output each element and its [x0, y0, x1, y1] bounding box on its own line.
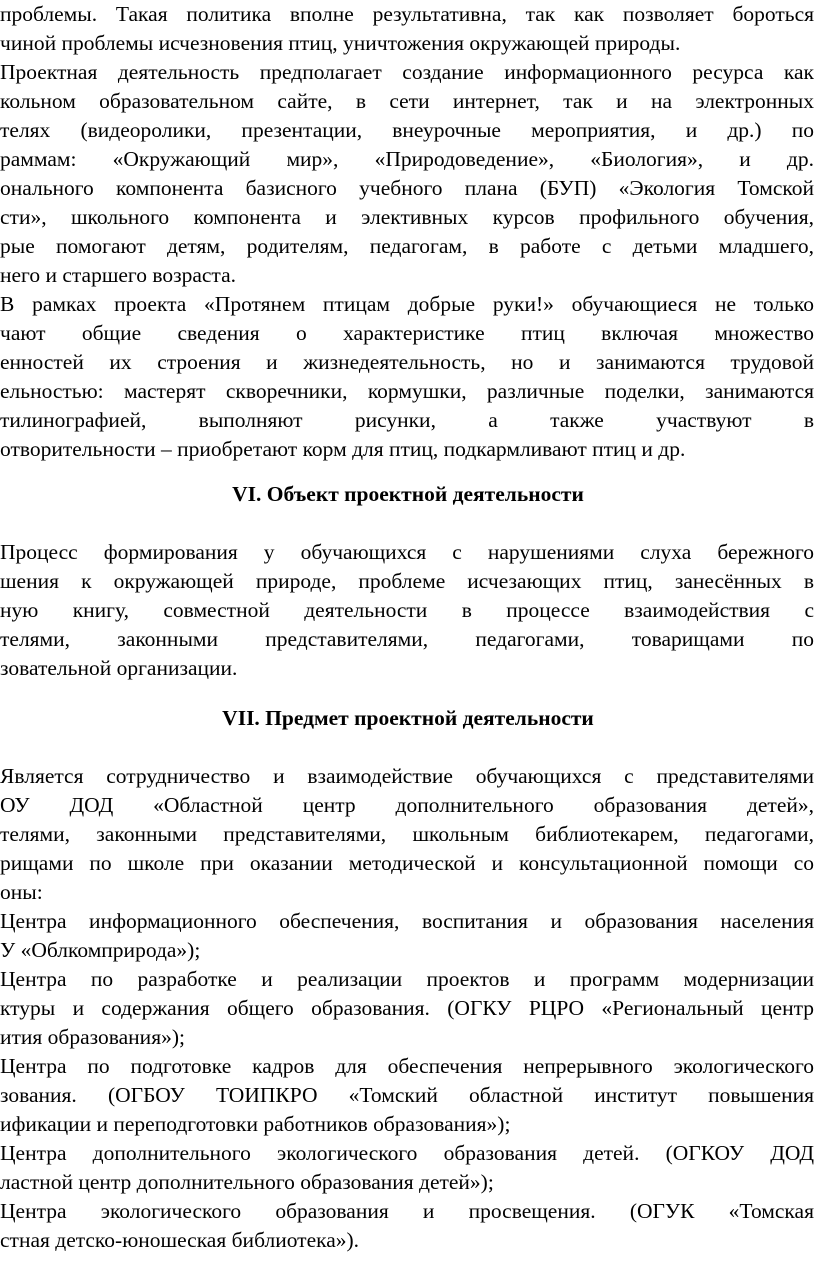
text-line: телями, законными представителями, школьным библиотекарем, педагогами, [0, 822, 814, 846]
text-line: енностей их строения и жизнедеятельность, но и занимаются трудовой [0, 350, 814, 374]
text-line: У «Облкомприрода»); [0, 938, 201, 962]
text-line: телями, законными представителями, педагогами, товарищами по [0, 627, 814, 651]
text-line: тилинографией, выполняют рисунки, а также участвуют в [0, 408, 814, 432]
text-line: ельностью: мастерят скворечники, кормушки, различные поделки, занимаются [0, 379, 814, 403]
text-line: телях (видеоролики, презентации, внеурочные мероприятия, и др.) по [0, 118, 814, 142]
text-line: Проектная деятельность предполагает создание информационного ресурса как [0, 60, 814, 84]
text-line: зования. (ОГБОУ ТОИПКРО «Томский областной институт повышения [0, 1083, 814, 1107]
text-line: ития образования»); [0, 1025, 185, 1049]
text-line: шения к окружающей природе, проблеме исчезающих птиц, занесённых в [0, 569, 814, 593]
text-line: ктуры и содержания общего образования. (ОГКУ РЦРО «Региональный центр [0, 996, 814, 1020]
text-line: сти», школьного компонента и элективных курсов профильного обучения, [0, 205, 814, 229]
text-line: Центра информационного обеспечения, воспитания и образования населения [0, 909, 814, 933]
text-line: ификации и переподготовки работников образования»); [0, 1112, 511, 1136]
text-line: Процесс формирования у обучающихся с нарушениями слуха бережного [0, 540, 814, 564]
text-line: чиной проблемы исчезновения птиц, уничтожения окружающей природы. [0, 31, 681, 55]
text-line: ОУ ДОД «Областной центр дополнительного образования детей», [0, 793, 814, 817]
text-line: проблемы. Такая политика вполне результативна, так как позволяет бороться [0, 2, 814, 26]
text-line: рищами по школе при оказании методической и консультационной помощи со [0, 851, 814, 875]
text-line: ластной центр дополнительного образования детей»); [0, 1170, 494, 1194]
text-line: Центра дополнительного экологического образования детей. (ОГКОУ ДОД [0, 1141, 814, 1165]
text-line: кольном образовательном сайте, в сети интернет, так и на электронных [0, 89, 814, 113]
text-line: зовательной организации. [0, 656, 238, 680]
text-line: Центра экологического образования и просвещения. (ОГУК «Томская [0, 1199, 814, 1223]
text-line: рые помогают детям, родителям, педагогам, в работе с детьми младшего, [0, 234, 814, 258]
text-line: стная детско-юношеская библиотека»). [0, 1228, 360, 1252]
text-line: ную книгу, совместной деятельности в процессе взаимодействия с [0, 598, 814, 622]
section-heading-subject: VII. Предмет проектной деятельности [222, 706, 594, 730]
text-line: В рамках проекта «Протянем птицам добрые руки!» обучающиеся не только [0, 292, 814, 316]
text-line: оны: [0, 880, 43, 904]
text-line: чают общие сведения о характеристике птиц включая множество [0, 321, 814, 345]
text-line: Является сотрудничество и взаимодействие обучающихся с представителями [0, 764, 814, 788]
text-line: онального компонента базисного учебного плана (БУП) «Экология Томской [0, 176, 814, 200]
section-heading-object: VI. Объект проектной деятельности [232, 482, 584, 506]
text-line: Центра по подготовке кадров для обеспечения непрерывного экологического [0, 1054, 814, 1078]
text-line: него и старшего возраста. [0, 263, 236, 287]
text-line: раммам: «Окружающий мир», «Природоведение», «Биология», и др. [0, 147, 814, 171]
text-line: Центра по разработке и реализации проектов и программ модернизации [0, 967, 814, 991]
text-line: отворительности – приобретают корм для птиц, подкармливают птиц и др. [0, 437, 686, 461]
